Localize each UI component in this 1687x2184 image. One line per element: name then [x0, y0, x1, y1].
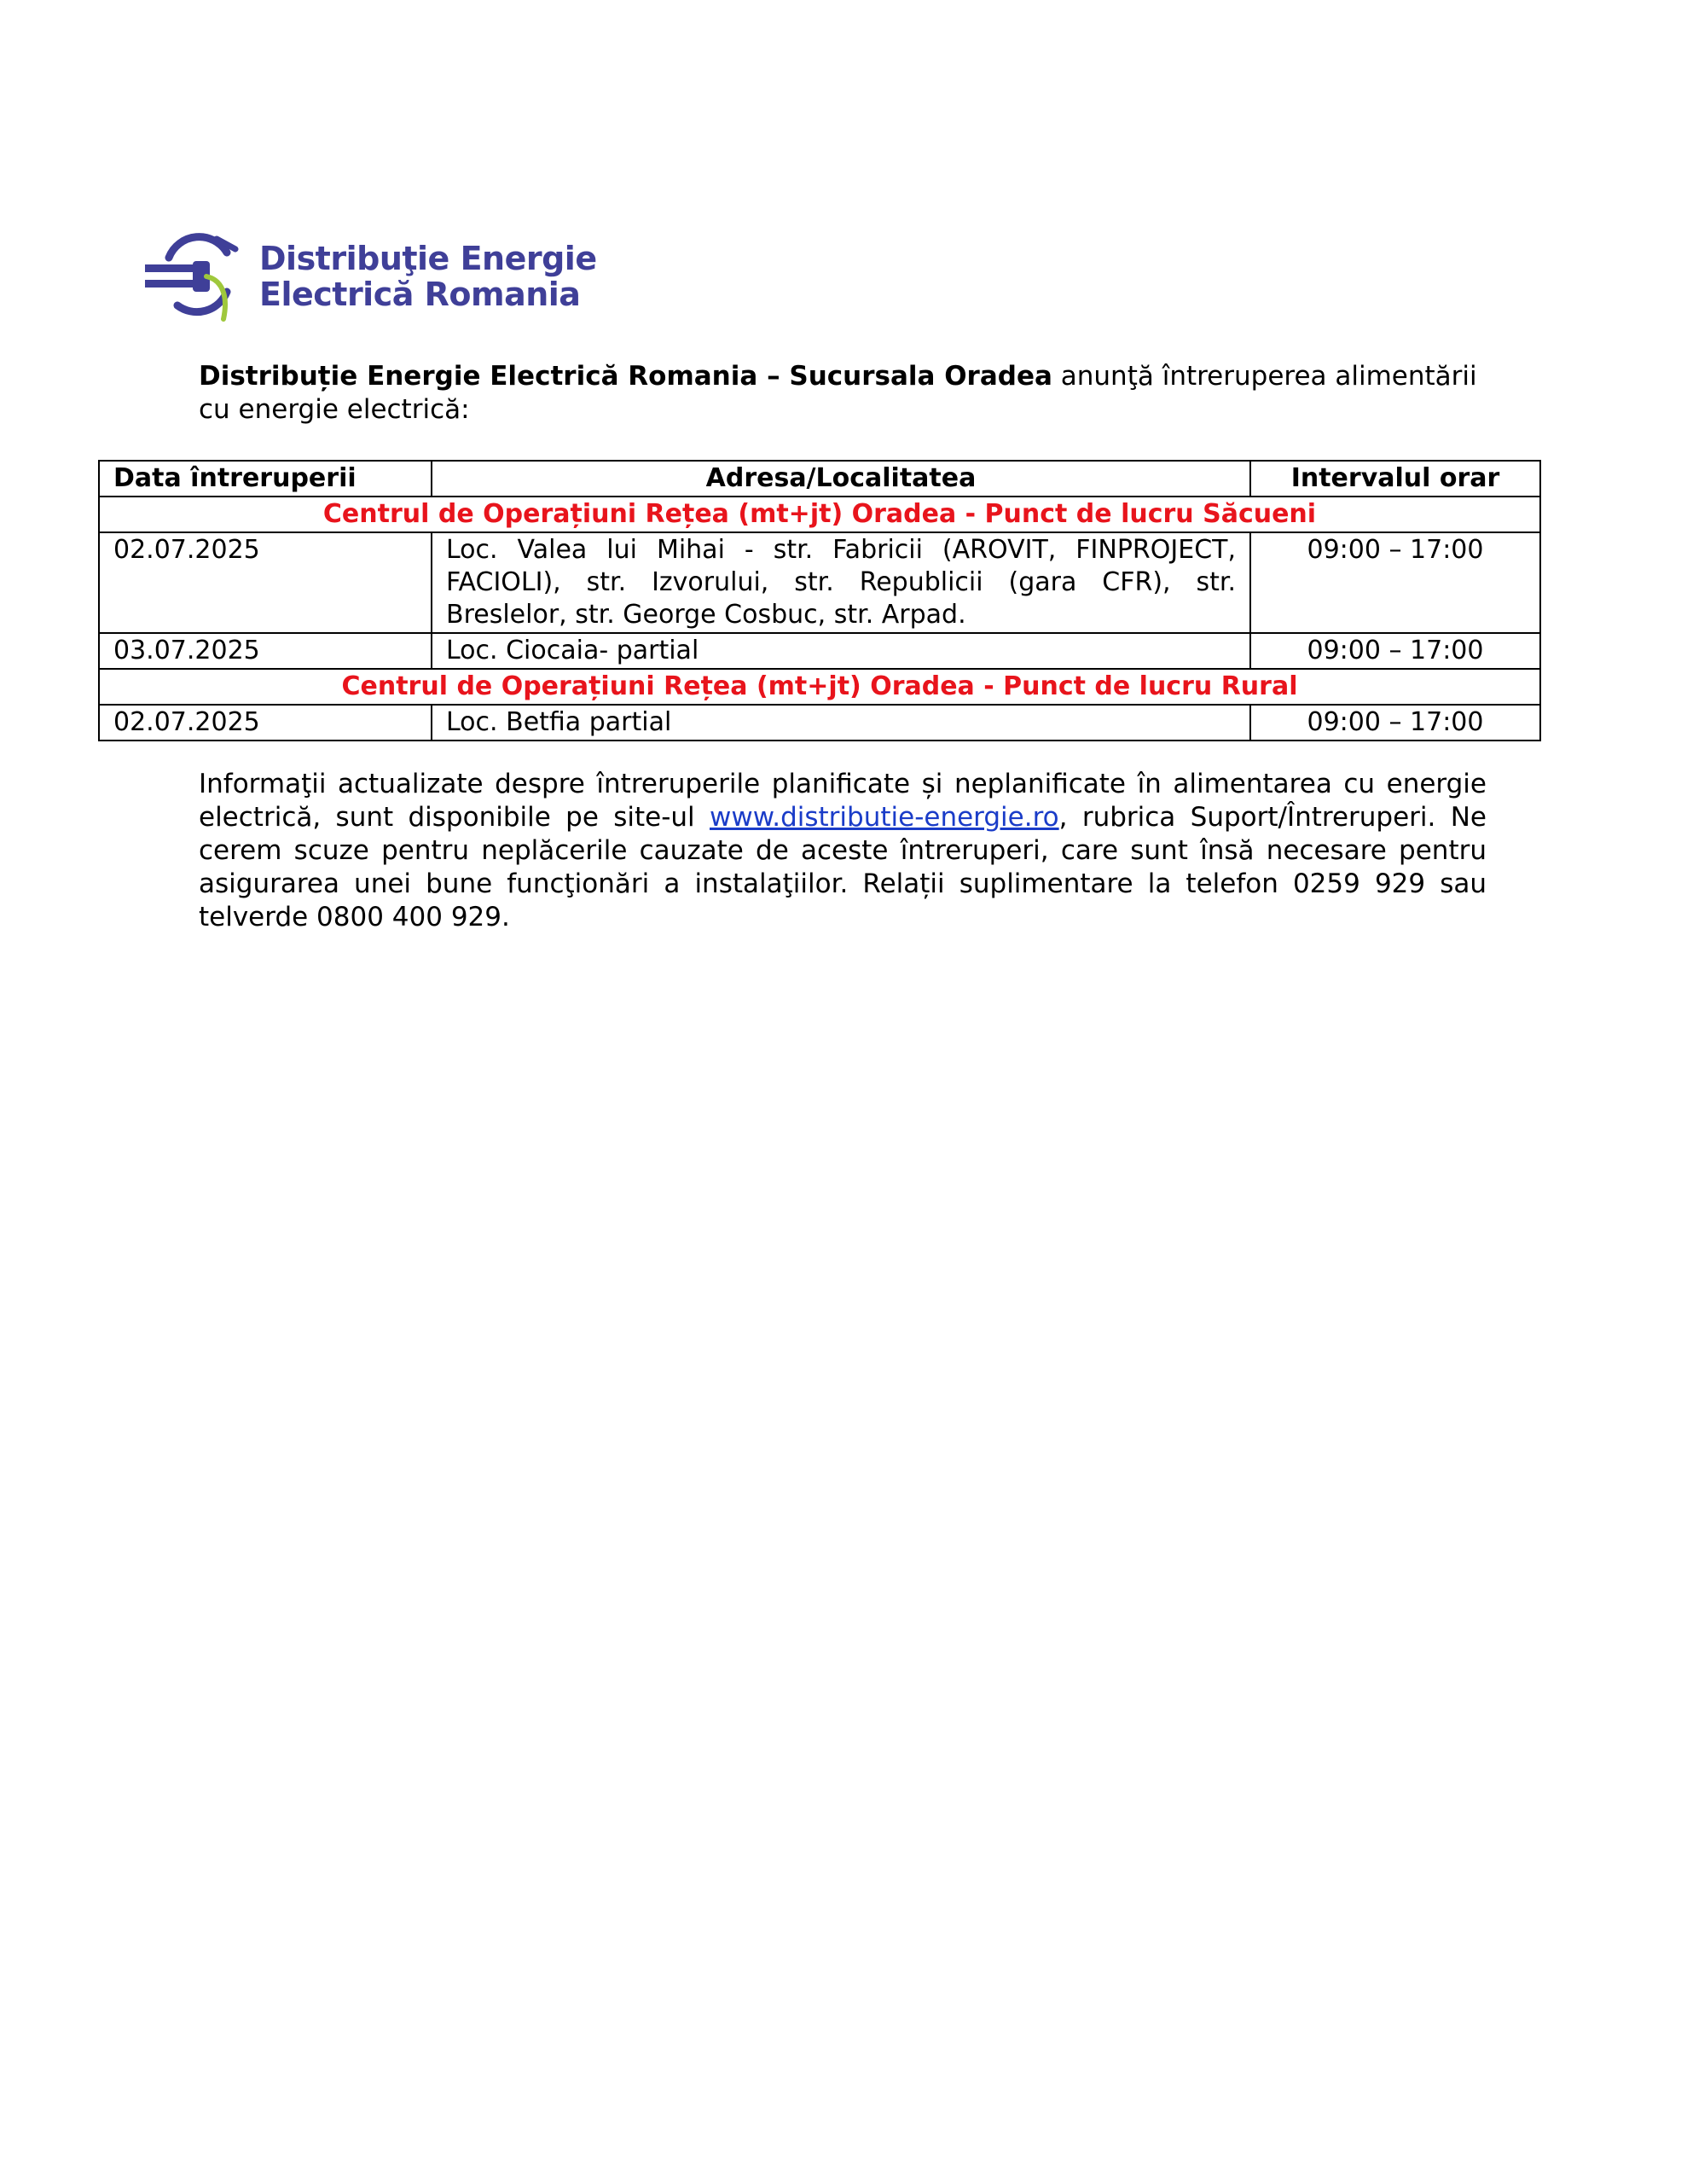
intro-text: anunţă întreruperea alimentării cu energie electrică:	[199, 361, 1477, 425]
table-row	[99, 633, 1540, 669]
table-header-row	[99, 461, 1540, 497]
section-title-sacueni: Centrul de Operațiuni Rețea (mt+jt) Oradea - Punct de lucru Săcueni	[99, 497, 1540, 532]
row-date: 02.07.2025	[99, 705, 432, 741]
header-interval: Intervalul orar	[1250, 461, 1540, 497]
row-address: Loc. Valea lui Mihai - str. Fabricii (AROVIT, FINPROJECT, FACIOLI), str. Izvorului, str. Republicii (gara CFR), str. Breslelor, str. George Cosbuc, str. Arpad.	[432, 532, 1250, 633]
logo-line-1: Distribuţie Energie	[259, 240, 597, 277]
section-row	[99, 497, 1540, 532]
info-text-after: , rubrica Suport/Întreruperi. Ne cerem scuze pentru neplăcerile cauzate de aceste întreruperi, care sunt însă necesare pentru asigurarea unei bune funcţionări a instalaţiilor. Relații suplimentare la telefon 0259 929 sau telverde 0800 400 929.	[199, 802, 1487, 932]
table-row	[99, 705, 1540, 741]
logo-text	[259, 241, 597, 312]
outage-table	[98, 460, 1541, 741]
section-row	[99, 669, 1540, 705]
row-interval: 09:00 – 17:00	[1250, 532, 1540, 633]
row-address: Loc. Betfia partial	[432, 705, 1250, 741]
row-date: 03.07.2025	[99, 633, 432, 669]
section-title-rural: Centrul de Operațiuni Rețea (mt+jt) Oradea - Punct de lucru Rural	[99, 669, 1540, 705]
logo-line-2: Electrică Romania	[259, 276, 581, 313]
row-date: 02.07.2025	[99, 532, 432, 633]
info-paragraph	[199, 768, 1487, 934]
row-address: Loc. Ciocaia- partial	[432, 633, 1250, 669]
intro-paragraph	[199, 360, 1504, 427]
row-interval: 09:00 – 17:00	[1250, 633, 1540, 669]
company-logo	[143, 232, 597, 334]
website-link[interactable]: www.distributie-energie.ro	[710, 802, 1059, 833]
table-row	[99, 532, 1540, 633]
row-interval: 09:00 – 17:00	[1250, 705, 1540, 741]
plug-globe-icon	[143, 232, 254, 326]
intro-company: Distribuție Energie Electrică Romania – Sucursala Oradea	[199, 361, 1052, 392]
header-date: Data întreruperii	[99, 461, 432, 497]
header-address: Adresa/Localitatea	[432, 461, 1250, 497]
info-text-before: Informaţii actualizate despre întreruperile planificate și neplanificate în alimentarea cu energie electrică, sunt disponibile pe site-ul	[199, 769, 1487, 833]
